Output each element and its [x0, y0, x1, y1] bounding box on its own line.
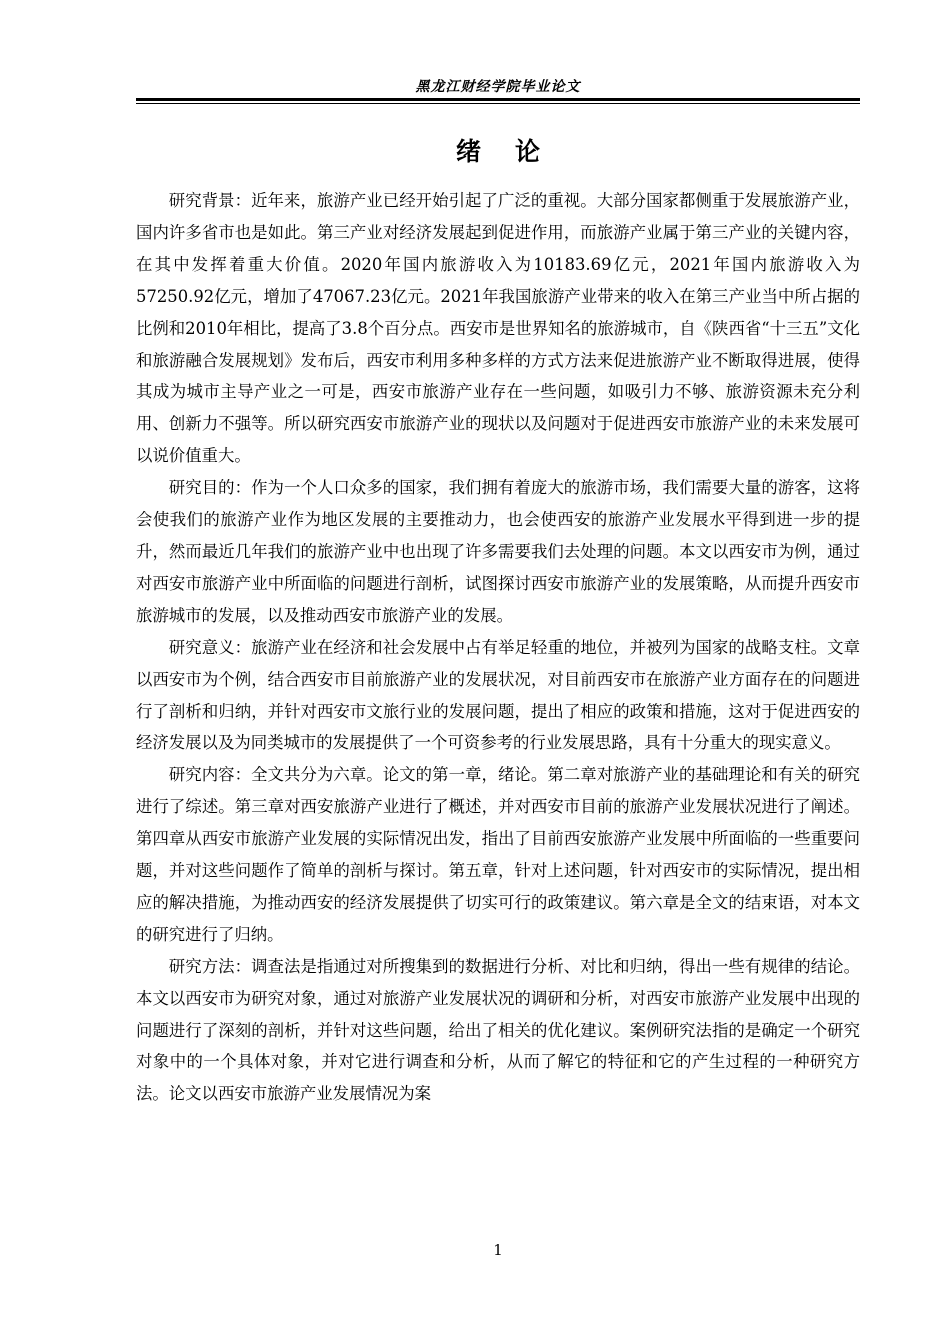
paragraph-background: 研究背景：近年来，旅游产业已经开始引起了广泛的重视。大部分国家都侧重于发展旅游产业，国内许多省市也是如此。第三产业对经济发展起到促进作用，而旅游产业属于第三产业的关键内容，在其中发挥着重大价值。2020年国内旅游收入为10183.69亿元，2021年国内旅游收入为57250.92亿元，增加了47067.23亿元。2021年我国旅游产业带来的收入在第三产业当中所占据的比例和2010年相比，提高了3.8个百分点。西安市是世界知名的旅游城市，自《陕西省“十三五”文化和旅游融合发展规划》发布后，西安市利用多种多样的方式方法来促进旅游产业不断取得进展，使得其成为城市主导产业之一可是，西安市旅游产业存在一些问题，如吸引力不够、旅游资源未充分利用、创新力不强等。所以研究西安市旅游产业的现状以及问题对于促进西安市旅游产业的未来发展可以说价值重大。	[136, 191, 860, 466]
page-number: 1	[493, 1241, 503, 1259]
header-rule-thin	[136, 103, 860, 104]
header-rule-thick	[136, 98, 860, 101]
paragraph-significance: 研究意义：旅游产业在经济和社会发展中占有举足轻重的地位，并被列为国家的战略支柱。文章以西安市为个例，结合西安市目前旅游产业的发展状况，对目前西安市在旅游产业方面存在的问题进行了剖析和归纳，并针对西安市文旅行业的发展问题，提出了相应的政策和措施，这对于促进西安的经济发展以及为同类城市的发展提供了一个可资参考的行业发展思路，具有十分重大的现实意义。	[136, 637, 860, 753]
running-header: 黑龙江财经学院毕业论文	[415, 79, 581, 95]
paragraph-purpose: 研究目的：作为一个人口众多的国家，我们拥有着庞大的旅游市场，我们需要大量的游客，这将会使我们的旅游产业作为地区发展的主要推动力，也会使西安的旅游产业发展水平得到进一步的提升，然而最近几年我们的旅游产业中也出现了许多需要我们去处理的问题。本文以西安市为例，通过对西安市旅游产业中所面临的问题进行剖析，试图探讨西安市旅游产业的发展策略，从而提升西安市旅游城市的发展，以及推动西安市旅游产业的发展。	[136, 478, 860, 625]
paragraph-content: 研究内容：全文共分为六章。论文的第一章，绪论。第二章对旅游产业的基础理论和有关的研究进行了综述。第三章对西安旅游产业进行了概述，并对西安市目前的旅游产业发展状况进行了阐述。第四章从西安市旅游产业发展的实际情况出发，指出了目前西安旅游产业发展中所面临的一些重要问题，并对这些问题作了简单的剖析与探讨。第五章，针对上述问题，针对西安市的实际情况，提出相应的解决措施，为推动西安的经济发展提供了切实可行的政策建议。第六章是全文的结束语，对本文的研究进行了归纳。	[136, 765, 860, 944]
body-text	[136, 185, 860, 1110]
paragraph-method: 研究方法：调查法是指通过对所搜集到的数据进行分析、对比和归纳，得出一些有规律的结论。本文以西安市为研究对象，通过对旅游产业发展状况的调研和分析，对西安市旅游产业发展中出现的问题进行了深刻的剖析，并针对这些问题，给出了相关的优化建议。案例研究法指的是确定一个研究对象中的一个具体对象，并对它进行调查和分析，从而了解它的特征和它的产生过程的一种研究方法。论文以西安市旅游产业发展情况为案	[136, 956, 860, 1104]
chapter-title: 绪论	[455, 137, 574, 166]
